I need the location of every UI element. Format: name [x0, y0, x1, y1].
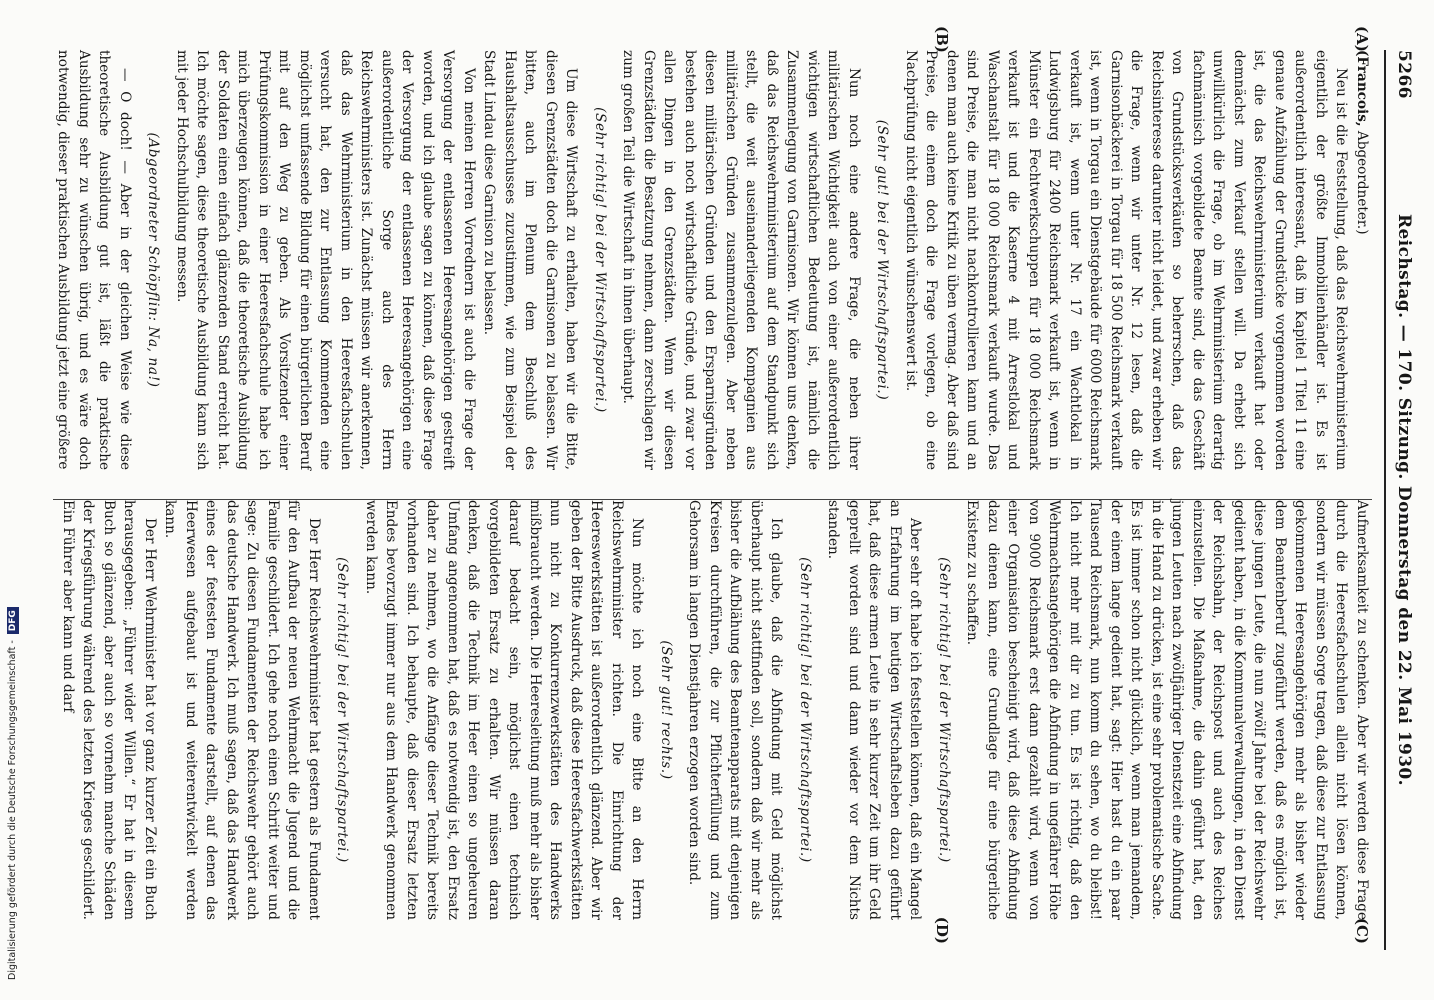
paragraph: Nun möchte ich noch eine Bitte an den Herrn Reichswehrminister richten. Die Einrichtung der Heereswerkstätten ist außerordentlich glänzend. Aber wir geben der Bitte Ausdruck, daß diese Heeresfachwerkstätten nun nicht zu Konkurrenzwerkstätten des Handwerks mißbraucht werden. Die Heeresleitung muß mehr als bisher darauf bedacht sein, möglichst einen technisch vorgebildeten Ersatz zu erhalten. Wir müssen daran denken, daß die Technik im Heer einen so ungeheuren Umfang angenommen hat, daß es notwendig ist, den Ersatz daher zu nehmen, wo die Anfänge dieser Technik bereits vorhanden sind. Ich behaupte, daß dieser Ersatz letzten Endes bevorzugt immer nur aus dem Handwerk genommen werden kann. — [363, 500, 646, 920]
interjection: (Abgeordneter Schöpflin: Na, na!) — [145, 132, 162, 388]
dfg-logo: DFG — [7, 607, 19, 634]
paragraph: Von meinen Herren Vorrednern ist auch die Frage der Versorgung der entlassenen Heeresangehörigen gestreift worden, und ich glaube sagen zu können, daß diese Frage der Versorgung der entlassenen Heeresangehörigen eine außerordentliche Sorge auch des Herrn Reichswehrministers ist. Zunächst müssen wir anerkennen, daß das Wehrministerium in den Heeresfachschulen versucht hat, den zur Entlassung Kommenden eine möglichst umfassende Bildung für einen bürgerlichen Beruf mit auf den Weg zu geben. Als Vorsitzender einer Prüfungskommission in einer Heeresfachschule habe ich mich überzeugen können, daß die theoretische Ausbildung der Soldaten einen einfach glänzenden Stand erreicht hat. Ich möchte sagen, diese theoretische Ausbildung kann sich mit jeder Hochschulbildung messen. — [174, 50, 477, 470]
margin-mark-b: (B) — [933, 26, 951, 53]
running-title: Reichstag. — 170. Sitzung. Donnerstag den 22. Mai 1930. — [1394, 214, 1414, 786]
margin-mark-a: (A) — [1353, 26, 1371, 52]
digitization-credit-strip — [0, 0, 18, 1000]
interjection: (Sehr richtig! bei der Wirtschaftspartei.) — [936, 557, 952, 863]
paragraph: Der Herr Reichswehrminister hat gestern als Fundament für den Aufbau der neuen Wehrmacht die Jugend und die Familie geschildert. Ich gehe noch einen Schritt weiter und sage: Zu diesen Fundamenten der Reichswehr gehört auch das deutsche Handwerk. Ich muß sagen, daß das Handwerk eines der festesten Fundamente darstellt, auf denen das Heerwesen aufgebaut ist und weiterentwickelt werden kann. — [162, 500, 322, 920]
text-columns — [53, 26, 1372, 950]
right-column — [53, 500, 1372, 944]
interjection: (Sehr richtig! bei der Wirtschaftspartei.) — [334, 557, 351, 863]
interjection: (Sehr richtig! bei der Wirtschaftspartei.) — [592, 107, 608, 413]
paragraph: — O doch! — Aber in der gleichen Weise wie diese theoretische Ausbildung gut ist, läßt die praktische Ausbildung sehr zu wünschen übrig, und es wäre doch notwendig, dieser praktischen Ausbildung jetzt eine größere — [55, 50, 133, 470]
left-column — [53, 26, 1372, 470]
speaker-name: (Francois, — [1354, 50, 1370, 127]
speaker-role: Abgeordneter.) — [1354, 130, 1370, 235]
interjection: (Sehr gut! bei der Wirtschaftspartei.) — [874, 119, 891, 401]
paragraph: Aber sehr oft habe ich feststellen können, daß ein Mangel an Erfahrung im heutigen Wirtschaftsleben dazu geführt hat, daß diese armen Leute in sehr kurzer Zeit um ihr Geld geprellt worden sind und dann wieder vor dem Nichts standen. — [825, 500, 924, 920]
paragraph: Der Herr Wehrminister hat vor ganz kurzer Zeit ein Buch herausgegeben: „Führer wider Willen.“ Er hat in diesem Buch so glänzend, aber auch so vornehm manche Schäden der Kriegsführung während des letzten Krieges geschildert. Ein Führer aber kann und darf — [60, 500, 158, 920]
header-rule — [1384, 50, 1386, 950]
credit-text: Digitalisierung gefördert durch die Deutsche Forschungsgemeinschaft - — [7, 640, 18, 980]
page-number: 5266 — [1394, 50, 1414, 99]
interjection: (Sehr gut! rechts.) — [658, 640, 674, 780]
paragraph: Um diese Wirtschaft zu erhalten, haben wir die Bitte, diesen Grenzstädten doch die Garnisonen zu belassen. Wir bitten, auch im Plenum dem Beschluß des Haushaltsausschusses zuzustimmen, wie zum Beispiel der Stadt Lindau diese Garnison zu belassen. — [481, 50, 580, 470]
interjection: (Sehr richtig! bei der Wirtschaftspartei.) — [797, 557, 813, 863]
paragraph: Neu ist die Feststellung, daß das Reichswehrministerium eigentlich der größte Immobilienhändler ist. Es ist außerordentlich interessant, daß im Kapitel 1 Titel 11 eine genaue Aufzählung der Grundstücke vorgenommen worden ist, die das Reichswehrministerium verkauft hat oder demnächst zum Verkauf stellen will. Da erhebt sich unwillkürlich die Frage, ob im Wehrministerium derartig fachmännisch vorgebildete Beamte sind, die das Geschäft von Grundstücksverkäufen so beherrschen, daß das Reichsinteresse darunter nicht leidet, und zwar erheben wir die Frage, wenn wir unter Nr. 12 lesen, daß die Garnisonbäckerei in Torgau für 18 500 Reichsmark verkauft ist, wenn in Torgau ein Dienstgebäude für 6000 Reichsmark verkauft ist, wenn unter Nr. 17 ein Wachtlokal in Ludwigsburg für 2400 Reichsmark verkauft ist, wenn in Münster ein Fechtwerkschuppen für 18 000 Reichsmark verkauft ist und die Kaserne 4 mit Arrestlokal und Waschanstalt für 18 000 Reichsmark verkauft wurde. Das sind Preise, die man nicht nachkontrollieren kann und an denen man auch keine Kritik zu üben vermag. Aber daß sind Preise, die einem doch die Frage vorlegen, ob eine Nachprüfung nicht eigentlich wünschenswert ist. — [903, 50, 1350, 470]
digitization-credit — [7, 0, 19, 1000]
page-header — [1390, 50, 1414, 950]
rotated-newspaper-page — [2, 20, 1432, 980]
speaker-line — [1352, 50, 1373, 470]
margin-mark-d: (D) — [933, 916, 951, 944]
paragraph: Ich glaube, daß die Abfindung mit Geld möglichst überhaupt nicht stattfinden soll, sondern daß wir mehr als bisher die Aufblähung des Beamtenapparats mit denjenigen Kreisen durchführen, die zur Pflichterfüllung und zum Gehorsam in langen Dienstjahren erzogen worden sind. — [686, 500, 785, 920]
margin-mark-c: (C) — [1353, 917, 1371, 944]
paragraph: Aufmerksamkeit zu schenken. Aber wir werden diese Frage durch die Heeresfachschulen allein nicht lösen können, sondern wir müssen Sorge tragen, daß diese zur Entlassung gekommenen Heeresangehörigen mehr als bisher wieder dem Beamtenberuf zugeführt werden, daß es möglich ist, diese jungen Leute, die nun zwölf Jahre bei der Reichswehr gedient haben, in die Kommunalverwaltungen, in den Dienst der Reichsbahn, der Reichspost und auch des Reiches einzustellen. Die Maßnahme, die dahin geführt hat, den jungen Leuten nach zwölfjähriger Dienstzeit eine Abfindung in die Hand zu drücken, ist eine sehr problematische Sache. Es ist immer schon nicht glücklich, wenn man jemandem, der einem lange gedient hat, sagt: Hier hast du ein paar Tausend Reichsmark, nun komm du sehen, wo du bleibst! Ich nicht mehr mit dir zu tun. Es ist richtig, daß den Wehrmachtsangehörigen die Abfindung in ungefährer Höhe von 9000 Reichsmark erst dann gezahlt wird, wenn von einer Organisation bescheinigt wird, daß diese Abfindung dazu dienen kann, eine Grundlage für eine bürgerliche Existenz zu schaffen. — [964, 500, 1370, 920]
paragraph: Nun noch eine andere Frage, die neben ihrer militärischen Wichtigkeit auch von einer außerordentlich wichtigen wirtschaftlichen Bedeutung ist, nämlich die Zusammenlegung von Garnisonen. Wir können uns denken, daß das Reichswehrministerium auf dem Standpunkt sich stellt, die weit auseinanderliegenden Kompagnien aus militärischen Gründen zusammenzulegen. Aber neben diesen militärischen Gründen und den Ersparnisgründen bestehen auch noch wirtschaftliche Gründe, und zwar vor allen Dingen in den Grenzstädten. Wenn wir diesen Grenzstädten die Besatzung nehmen, dann zerschlagen wir zum großen Teil die Wirtschaft in ihnen überhaupt. — [620, 50, 862, 470]
